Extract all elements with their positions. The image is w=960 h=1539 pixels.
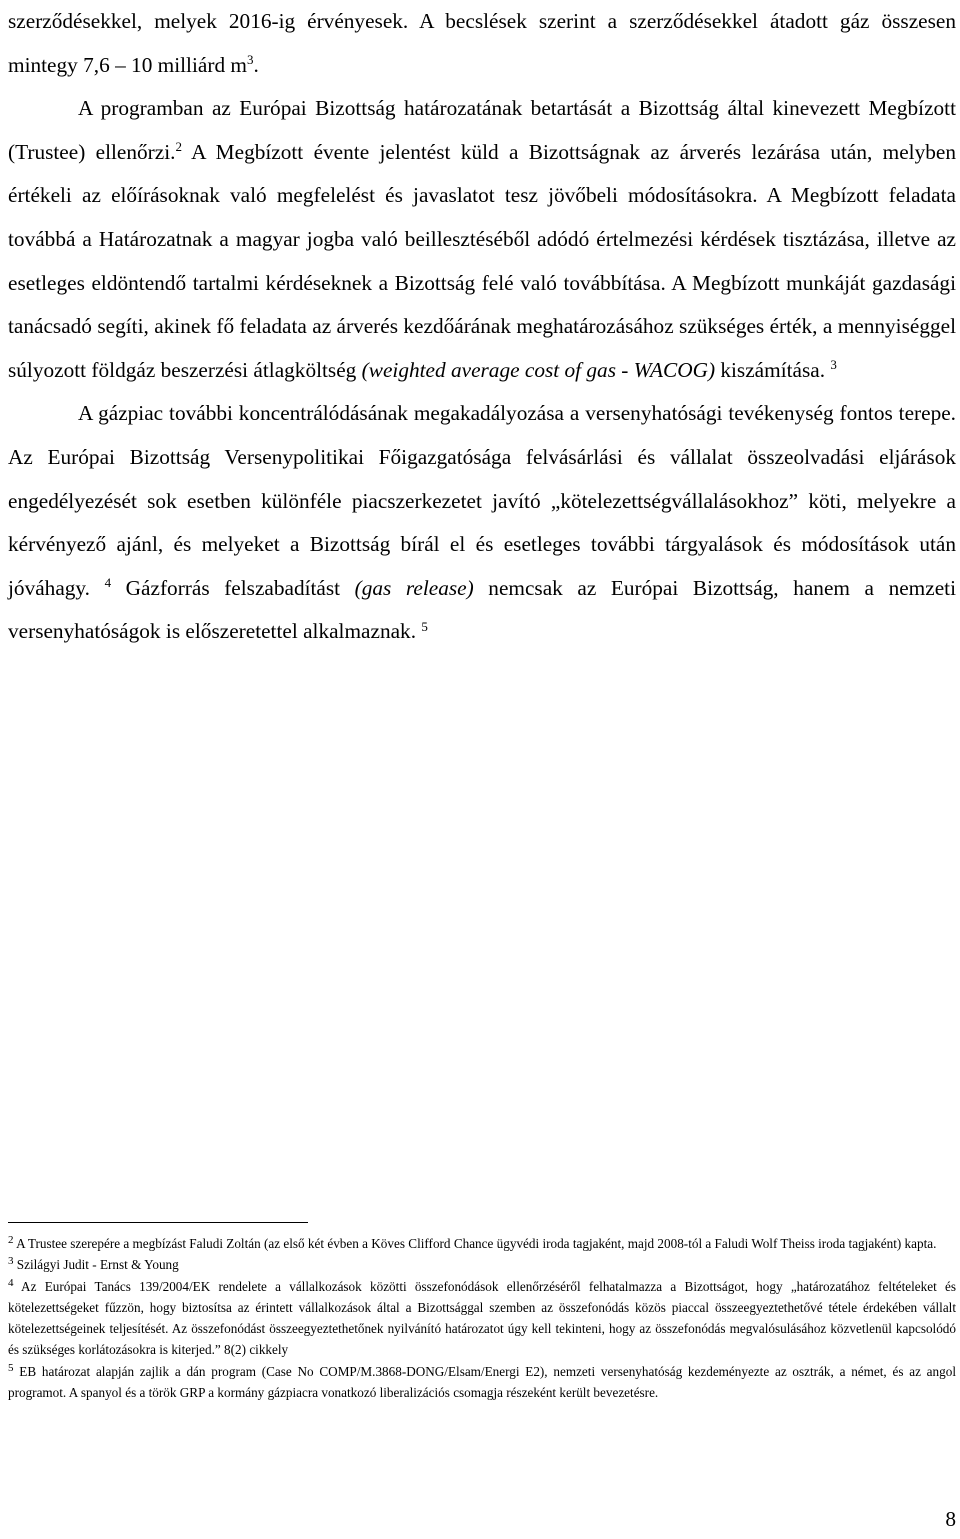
superscript-unit: 3 [246, 51, 254, 67]
footnote-text: A Trustee szerepére a megbízást Faludi Zoltán (az első két évben a Köves Clifford Chance ügyvédi iroda tagjaként, majd 2008-tól a Faludi Wolf Theiss iroda tagjaként) kapta. [13, 1236, 937, 1251]
paragraph-3-text-a: A gázpiac további koncentrálódásának megakadályozása a versenyhatósági tevékenység fontos terepe. Az Európai Bizottság Versenypolitikai Főigazgatósága felvásárlási és vállalat összeolvadási eljárások engedélyezését sok esetben különféle piacszerkezetet javító „kötelezettségvállalásokhoz” köti, melyekre a kérvényező ajánl, és melyeket a Bizottság bírál el és esetleges további tárgyalások és módosítások után jóváhagy. [8, 401, 956, 600]
paragraph-1 [8, 0, 956, 87]
paragraph-2-text-a: A programban az Európai Bizottság határozatának betartását a Bizottság által kinevezett Megbízott (Trustee) ellenőrzi. [8, 96, 956, 164]
footnote-ref-3[interactable]: 3 [830, 356, 837, 372]
footnote-text: Az Európai Tanács 139/2004/EK rendelete a vállalkozások közötti összefonódások ellenőrzéséről felhatalmazza a Bizottságot, hogy „határozatához feltételeket és kötelezettségeket fűzzön, hogy biztosítsa az érintett vállalkozások által a Bizottsággal szemben az összefonódás közös piaccal összeegyeztethetővé tétele érdekében vállalt kötelezettségeinek teljesítését. Az összefonódást összeegyeztethetőnek nyilvánító határozatot úgy kell tekinteni, hogy az összefonódás megvalósulásához közvetlenül kapcsolódó és szükséges korlátozásokra is kiterjed.” 8(2) cikkely [8, 1278, 956, 1358]
footnote-number: 5 [8, 1361, 14, 1374]
paragraph-1-end: . [253, 52, 259, 77]
paragraph-3-italic: (gas release) [354, 575, 474, 600]
footnote-text: Szilágyi Judit - Ernst & Young [13, 1257, 179, 1273]
footnote-3 [8, 1254, 956, 1275]
paragraph-3-text-b: Gázforrás felszabadítást [111, 575, 355, 600]
footnote-ref-5[interactable]: 5 [421, 618, 428, 634]
paragraph-2-text-c: kiszámítása. [715, 357, 831, 382]
footnote-number: 4 [8, 1276, 14, 1289]
paragraph-2-italic: (weighted average cost of gas - WACOG) [361, 357, 716, 382]
footnote-text: EB határozat alapján zajlik a dán program (Case No COMP/M.3868-DONG/Elsam/Energi E2), nemzeti versenyhatóság kezdeményezte az osztrák, a német, és az angol programot. A spanyol és a török GRP a kormány gázpiacra vonatkozó liberalizációs csomagja részeként került bevezetésre. [8, 1363, 956, 1401]
footnote-separator [8, 1222, 308, 1223]
body-text [8, 0, 956, 654]
paragraph-2 [8, 87, 956, 392]
footnote-number: 3 [8, 1255, 14, 1268]
footnote-2 [8, 1233, 956, 1254]
page-number: 8 [945, 1507, 956, 1531]
footnotes [8, 1233, 956, 1403]
footnote-4 [8, 1276, 956, 1361]
footnote-ref-4[interactable]: 4 [104, 574, 112, 590]
footnote-number: 2 [8, 1234, 14, 1247]
footnote-ref-2[interactable]: 2 [175, 138, 182, 154]
paragraph-1-text: szerződésekkel, melyek 2016-ig érvényesek. A becslések szerint a szerződésekkel átadott gáz összesen mintegy 7,6 – 10 milliárd m [8, 9, 956, 77]
paragraph-2-text-b: A Megbízott évente jelentést küld a Bizottságnak az árverés lezárása után, melyben értékeli az előírásoknak való megfelelést és javaslatot tesz jövőbeli módosításokra. A Megbízott feladata továbbá a Határozatnak a magyar jogba való beillesztéséből adódó értelmezési kérdések tisztázása, illetve az esetleges eldöntendő tartalmi kérdéseknek a Bizottság felé való továbbítása. A Megbízott munkáját gazdasági tanácsadó segíti, akinek fő feladata az árverés kezdőárának meghatározásához szükséges érték, a mennyiséggel súlyozott földgáz beszerzési átlagköltség [8, 139, 956, 382]
paragraph-3-text-c: nemcsak az Európai Bizottság, hanem a nemzeti versenyhatóságok is előszeretettel alkalmaznak. [8, 575, 956, 644]
paragraph-3 [8, 392, 956, 654]
footnote-5 [8, 1361, 956, 1404]
